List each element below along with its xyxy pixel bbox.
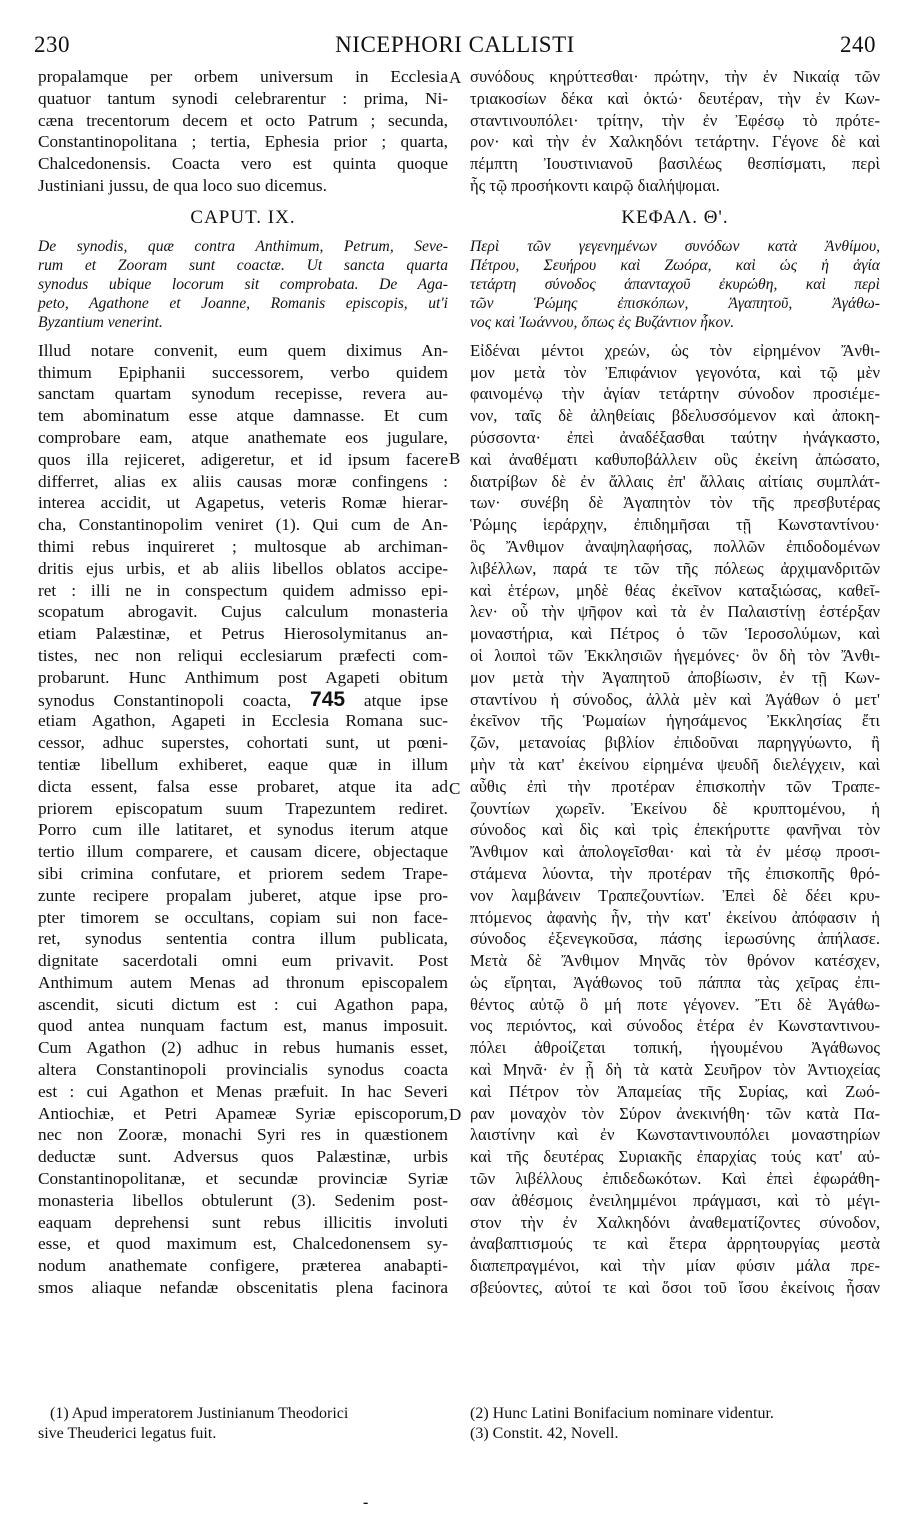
text-line: monasteria libellos obtulerunt (3). Sedenim post- — [38, 1190, 448, 1210]
page-number-left: 230 — [34, 32, 70, 57]
text-line: interea accidit, ut Agapetus, veteris Romæ hierar- — [38, 493, 448, 513]
text-line: thimum Epiphanii successorem, verbo quidem — [38, 362, 448, 382]
text-line: quod antea nunquam factum est, manus imposuit. — [38, 1016, 448, 1036]
text-line: καὶ Μηνᾶ· ἐν ᾗ δὴ τὰ κατὰ Σευῆρον τὸν Ἀντιοχείας — [470, 1060, 880, 1080]
margin-letter-b: B — [449, 449, 461, 468]
page-number-right: 240 — [840, 32, 876, 57]
text-line: λαιστίνην καὶ ἐν Κωνσταντινουπόλει μοναστηρίων — [470, 1125, 880, 1145]
text-line: cha, Constantinopolim veniret (1). Qui cum de An- — [38, 515, 448, 535]
column-number: 745 — [310, 687, 346, 711]
text-line: σύνοδος καὶ δὶς καὶ τρὶς ἐπεκήρυττε φανῆναι τὸν — [470, 820, 880, 840]
text-line: nec non Zooræ, monachi Syri res in quæstionem — [38, 1125, 448, 1145]
latin-column — [38, 66, 448, 1299]
text-line: cæna trecentorum decem et octo Patrum ; secunda, — [38, 110, 448, 130]
summary-line: rum et Zooram sunt coactæ. Ut sancta quarta — [38, 256, 448, 274]
text-line: Porro cum ille latitaret, et synodus iterum atque — [38, 820, 448, 840]
text-line: Constantinopolitanæ, et secundæ provinciæ Syriæ — [38, 1169, 448, 1189]
text-line: tentiæ libellum exhiberet, eaque quæ in illum — [38, 754, 448, 774]
footnotes-right — [470, 1404, 880, 1444]
text-span: atque ipse — [363, 690, 448, 710]
chapter-heading-latin: CAPUT. IX. — [190, 206, 296, 228]
text-line: ret : illi ne in conspectum quidem admisso epi- — [38, 580, 448, 600]
text-line: ret, synodus sententia contra illum publicata, — [38, 929, 448, 949]
text-line: tistes, nec non reliqui ecclesiarum præfecti com- — [38, 645, 448, 665]
text-line: πόλει ἀθροίζεται τοπική, ἡγουμένου Ἀγάθωνος — [470, 1038, 880, 1058]
text-line: σβεύοντες, αὐτοί τε καὶ ὅσοι τοῦ ἴσου ἐκείνοις ἦσαν — [470, 1278, 880, 1298]
text-line-column-marker — [38, 689, 448, 711]
text-line: συνόδους κηρύττεσθαι· πρώτην, τὴν ἐν Νικαίᾳ τῶν — [470, 67, 880, 86]
text-line: ἀναβαπτισμούς τε καὶ ἕτερα ἀρρητουργίας μεστὰ — [470, 1234, 880, 1254]
text-line: πτόμενος ἀφανὴς ἦν, τὴν κατ' ἐκείνου ἀπόφασιν ἡ — [470, 907, 880, 927]
text-line: smos aliaque nefandæ obscenitatis plena facinora — [38, 1278, 448, 1298]
text-line: nodum anathemate configere, præterea anabapti- — [38, 1256, 448, 1276]
running-title: NICEPHORI CALLISTI — [335, 32, 575, 57]
text-line: cessor, adhuc superstes, cohortati sunt, ut pœni- — [38, 733, 448, 753]
text-line: zunte recipere propalam juberet, atque ipse pro- — [38, 885, 448, 905]
text-line: ζουντίων χωρεῖν. Ἐκείνου δὲ κρυπτομένου, ἡ — [470, 798, 880, 818]
text-line: Anthimum autem Menas ad thronum episcopalem — [38, 972, 448, 992]
text-line: λιβέλλων, παρά τε τῶν τῆς πόλεως ἀρχιμανδριτῶν — [470, 558, 880, 578]
text-line: quos illa rejiceret, adigeretur, et id ipsum facere — [38, 449, 448, 469]
text-line: sibi crimina confutare, et priorem sedem Trape- — [38, 863, 448, 883]
text-line: διαπεπραγμένοι, καὶ τὴν μίαν φύσιν μάλα πρε- — [470, 1256, 880, 1276]
text-line: φαινομένῳ τὴν ἁγίαν τετάρτην σύνοδον προσιέμε- — [470, 384, 880, 404]
text-line: differret, alias ex aliis causas moræ confingens : — [38, 471, 448, 491]
summary-line: synodus ubique locorum sit comprobata. De Aga- — [38, 275, 448, 293]
text-line: ρον· καὶ τὴν ἐν Χαλκηδόνι τετάρτην. Γέγονε δὲ καὶ — [470, 132, 880, 152]
margin-letter-d: D — [449, 1105, 462, 1124]
text-line: καὶ Πέτρον τὸν Ἀπαμείας τῆς Συρίας, καὶ Ζωό- — [470, 1081, 880, 1101]
chapter-summary-greek — [470, 237, 880, 332]
greek-column — [470, 66, 880, 1299]
text-line: sanctam quartam synodum recepisse, revera au- — [38, 384, 448, 404]
text-line: νον λαμβάνειν Τραπεζουντίων. Ἐπεὶ δὲ δέει κρυ- — [470, 885, 880, 905]
text-line: est : cui Agathon et Menas præfuit. In hac Severi — [38, 1081, 448, 1101]
text-line: Constantinopolitana ; tertia, Ephesia prior ; quarta, — [38, 132, 448, 152]
text-line: τῶν λιβέλλους ἐπιδεδωκότων. Καὶ ἐπεὶ ἐφωράθη- — [470, 1169, 880, 1189]
text-line: των· συνέβη δὲ Ἀγαπητὸν τὸν τῆς πρεσβυτέρας — [470, 493, 880, 513]
text-line: ὡς εἴρηται, Ἀγάθωνος τοῦ πάππα τὰς χεῖρας ἐπι- — [470, 972, 880, 992]
latin-intro — [38, 66, 448, 197]
text-line: νος περιόντος, καὶ σύνοδος ἑτέρα ἐν Κωνσταντινου- — [470, 1016, 880, 1036]
text-line: λεν· οὗ τὴν ψῆφον καὶ τὰ ἐν Παλαιστίνῃ ἐστέρξαν — [470, 602, 880, 622]
text-line: σαν ἀθέσμοις ἐνειλημμένοι πράγμασι, καὶ τὸ μέγι- — [470, 1190, 880, 1210]
text-line: ascendit, sicuti dictum est : cui Agathon papa, — [38, 994, 448, 1014]
text-line: ἐκεῖνον τῆς Ῥωμαίων ἡγησάμενος Ἐκκλησίας ἔτι — [470, 711, 880, 731]
text-line: μὴν τὰ κατ' ἐκείνου εἰρημένα ψευδῆ διελέγχειν, καὶ — [470, 754, 880, 774]
summary-line: De synodis, quæ contra Anthimum, Petrum, Seve- — [38, 237, 448, 255]
text-line: σταντινουπόλει· τρίτην, τὴν ἐν Ἐφέσῳ τὸ πρότε- — [470, 110, 880, 130]
text-line: altera Constantinopoli provincialis synodus coacta — [38, 1060, 448, 1080]
chapter-heading-greek: ΚΕΦΑΛ. Θ'. — [621, 206, 729, 228]
text-line: thimi rebus inquireret ; multosque ab archiman- — [38, 536, 448, 556]
summary-line: τῶν Ῥώμης ἐπισκόπων, Ἀγαπητοῦ, Ἀγάθω- — [470, 294, 880, 312]
text-line: ραν μοναχὸν τὸν Σύρον ἀνεκινήθη· τῶν κατὰ Πα- — [470, 1103, 880, 1123]
margin-letter-a: A — [449, 68, 462, 87]
text-line: Illud notare convenit, eum quem diximus An- — [38, 340, 448, 360]
text-line: Ῥώμης ἱεράρχην, ἐπιδημῆσαι τῇ Κωνσταντίνου· — [470, 515, 880, 535]
text-line: priorem episcopatum suum Trapezuntem rediret. — [38, 798, 448, 818]
text-line: νον, ταῖς δὲ ἀληθείαις βδελυσσόμενον καὶ ἀποκη- — [470, 406, 880, 426]
text-line: αὖθις ἐπὶ τὴν προτέραν ἐπισκοπὴν τῶν Τραπε- — [470, 776, 880, 796]
footer-mark: - — [363, 1494, 369, 1511]
text-line: καὶ ἀναθέματι καθυποβάλλειν οὓς ἐκείνη ἀπώσατο, — [470, 449, 880, 469]
text-line: scopatum abrogavit. Cujus calculum monasteria — [38, 602, 448, 622]
text-span: synodus Constantinopoli coacta, — [38, 690, 292, 710]
latin-body — [38, 340, 448, 1299]
summary-line: νος καὶ Ἰωάννου, ὅπως ἐς Βυζάντιον ἧκον. — [470, 313, 735, 331]
text-line: etiam Agathon, Agapeti in Ecclesia Romana suc- — [38, 711, 448, 731]
text-line: θέντος αὐτῷ ὃ μή ποτε γέγονεν. Ἔτι δὲ Ἀγάθω- — [470, 994, 880, 1014]
text-line: σύνοδος ἐξενεγκοῦσα, πάσης ἱερωσύνης ἀπήλασε. — [470, 929, 880, 949]
text-line: dicta essent, falsa esse probaret, atque ita ad — [38, 776, 448, 796]
greek-body — [470, 340, 880, 1299]
footnote-line: (2) Hunc Latini Bonifacium nominare videntur. — [470, 1405, 774, 1422]
text-line: μον μετὰ τὸν Ἐπιφάνιον γεγονότα, καὶ τῷ μὲν — [470, 362, 880, 382]
text-line: Justiniani jussu, de qua loco suo dicemus. — [38, 175, 327, 195]
text-line: πέμπτη Ἰουστινιανοῦ βασιλέως θεσπίσματι, περὶ — [470, 154, 880, 174]
text-line: propalamque per orbem universum in Ecclesia — [38, 67, 448, 86]
text-line: probarunt. Hunc Anthimum post Agapeti obitum — [38, 667, 448, 687]
summary-line: Πέτρου, Σευήρου καὶ Ζωόρα, καὶ ὡς ἡ ἁγία — [470, 256, 880, 274]
summary-line: Byzantium venerint. — [38, 313, 163, 331]
footnote-line: (1) Apud imperatorem Justinianum Theodorici — [50, 1405, 349, 1422]
text-line: Cum Agathon (2) adhuc in rebus humanis esset, — [38, 1038, 448, 1058]
text-line: Ἄνθιμον καὶ ἀπολογεῖσθαι· καὶ τὰ ἐν μέσῳ προσι- — [470, 842, 880, 862]
text-line: διατρίβων δὲ ἐν ἄλλαις ἐπ' ἄλλαις αἰτίαις συμπλάτ- — [470, 471, 880, 491]
text-line: comprobare eam, atque anathemate eos jugulare, — [38, 427, 448, 447]
text-line: μοναστήρια, καὶ Πέτρος ὁ τῶν Ἱεροσολύμων, καὶ — [470, 624, 880, 644]
text-line: στάμενα λύοντα, τὴν προτέραν τῆς ἐπισκοπῆς θρό- — [470, 863, 880, 883]
text-line: τριακοσίων δέκα καὶ ὀκτώ· δευτέραν, τὴν ἐν Κων- — [470, 88, 880, 108]
text-line: esse, et quod maximum est, Chalcedonensem sy- — [38, 1234, 448, 1254]
text-line: ὃς Ἄνθιμον ἀναψηλαφήσας, πολλῶν ἐπιδοδομένων — [470, 536, 880, 556]
text-line: ἧς τῷ προσήκοντι καιρῷ διαλήψομαι. — [470, 175, 720, 195]
summary-line: peto, Agathone et Joanne, Romanis episcopis, ut'i — [38, 294, 448, 312]
text-line: dritis ejus urbis, et ab aliis libellos oblatos accipe- — [38, 558, 448, 578]
text-line: tertio illum comparere, et causam dicere, objectaque — [38, 842, 448, 862]
text-line: eaquam deprehensi sunt rebus illicitis involuti — [38, 1212, 448, 1232]
text-line: deductæ sunt. Adversus quos Palæstinæ, urbis — [38, 1147, 448, 1167]
text-line: μον μετὰ τὴν Ἀγαπητοῦ ἀποβίωσιν, ἐν τῇ Κων- — [470, 667, 880, 687]
chapter-summary-latin — [38, 237, 448, 332]
summary-line: τετάρτη σύνοδος ἁπανταχοῦ ἐκυρώθη, καὶ περὶ — [470, 275, 880, 293]
text-line: quatuor tantum synodi celebrarentur : prima, Ni- — [38, 88, 448, 108]
footnote-line: (3) Constit. 42, Novell. — [470, 1425, 619, 1442]
text-line: Μετὰ δὲ Ἄνθιμον Μηνᾶς τὸν θρόνον κατέσχεν, — [470, 951, 880, 971]
text-line: καὶ ἑτέρων, μηδὲ θέας ἐκεῖνον καταξιώσας, καθεῖ- — [470, 580, 880, 600]
footnotes-latin — [38, 1404, 448, 1444]
margin-letter-c: C — [449, 779, 461, 798]
text-line: ζῶν, μετανοίας βιβλίον ἐπιδοῦναι παρηγγύωντο, ἢ — [470, 733, 880, 753]
text-line: pter timorem se occultans, copiam sui non face- — [38, 907, 448, 927]
text-line: σταντίνου ἡ σύνοδος, ἀλλὰ μὲν καὶ Ἀγάθων ὁ μετ' — [470, 689, 880, 709]
text-line: στον τὴν ἐν Χαλκηδόνι ἀναθεματίζοντες σύνοδον, — [470, 1212, 880, 1232]
text-line: Antiochiæ, et Petri Apameæ Syriæ episcoporum, — [38, 1103, 448, 1123]
running-head — [34, 32, 876, 64]
text-line: dignitate sacerdotali omni eum privavit. Post — [38, 951, 448, 971]
text-line: tem abominatum esse atque damnasse. Et cum — [38, 406, 448, 426]
text-line: ρύσσοντα· ἐπεὶ ἀναδέξασθαι ταύτην ἠνάγκαστο, — [470, 427, 880, 447]
text-line: Εἰδέναι μέντοι χρεών, ὡς τὸν εἰρημένον Ἄνθι- — [470, 340, 880, 360]
text-line: etiam Palæstinæ, et Petrus Hierosolymitanus an- — [38, 624, 448, 644]
greek-intro — [470, 66, 880, 197]
text-line: Chalcedonensis. Coacta vero est quinta quoque — [38, 154, 448, 174]
footnote-line: sive Theuderici legatus fuit. — [38, 1425, 217, 1442]
text-line: οἱ λοιποὶ τῶν Ἐκκλησιῶν ἡγεμόνες· ὃν δὴ τὸν Ἄνθι- — [470, 645, 880, 665]
summary-line: Περὶ τῶν γεγενημένων συνόδων κατὰ Ἀνθίμου, — [470, 237, 880, 255]
text-line: καὶ τῆς δευτέρας Συριακῆς ἐπαρχίας τούς κατ' αὐ- — [470, 1147, 880, 1167]
